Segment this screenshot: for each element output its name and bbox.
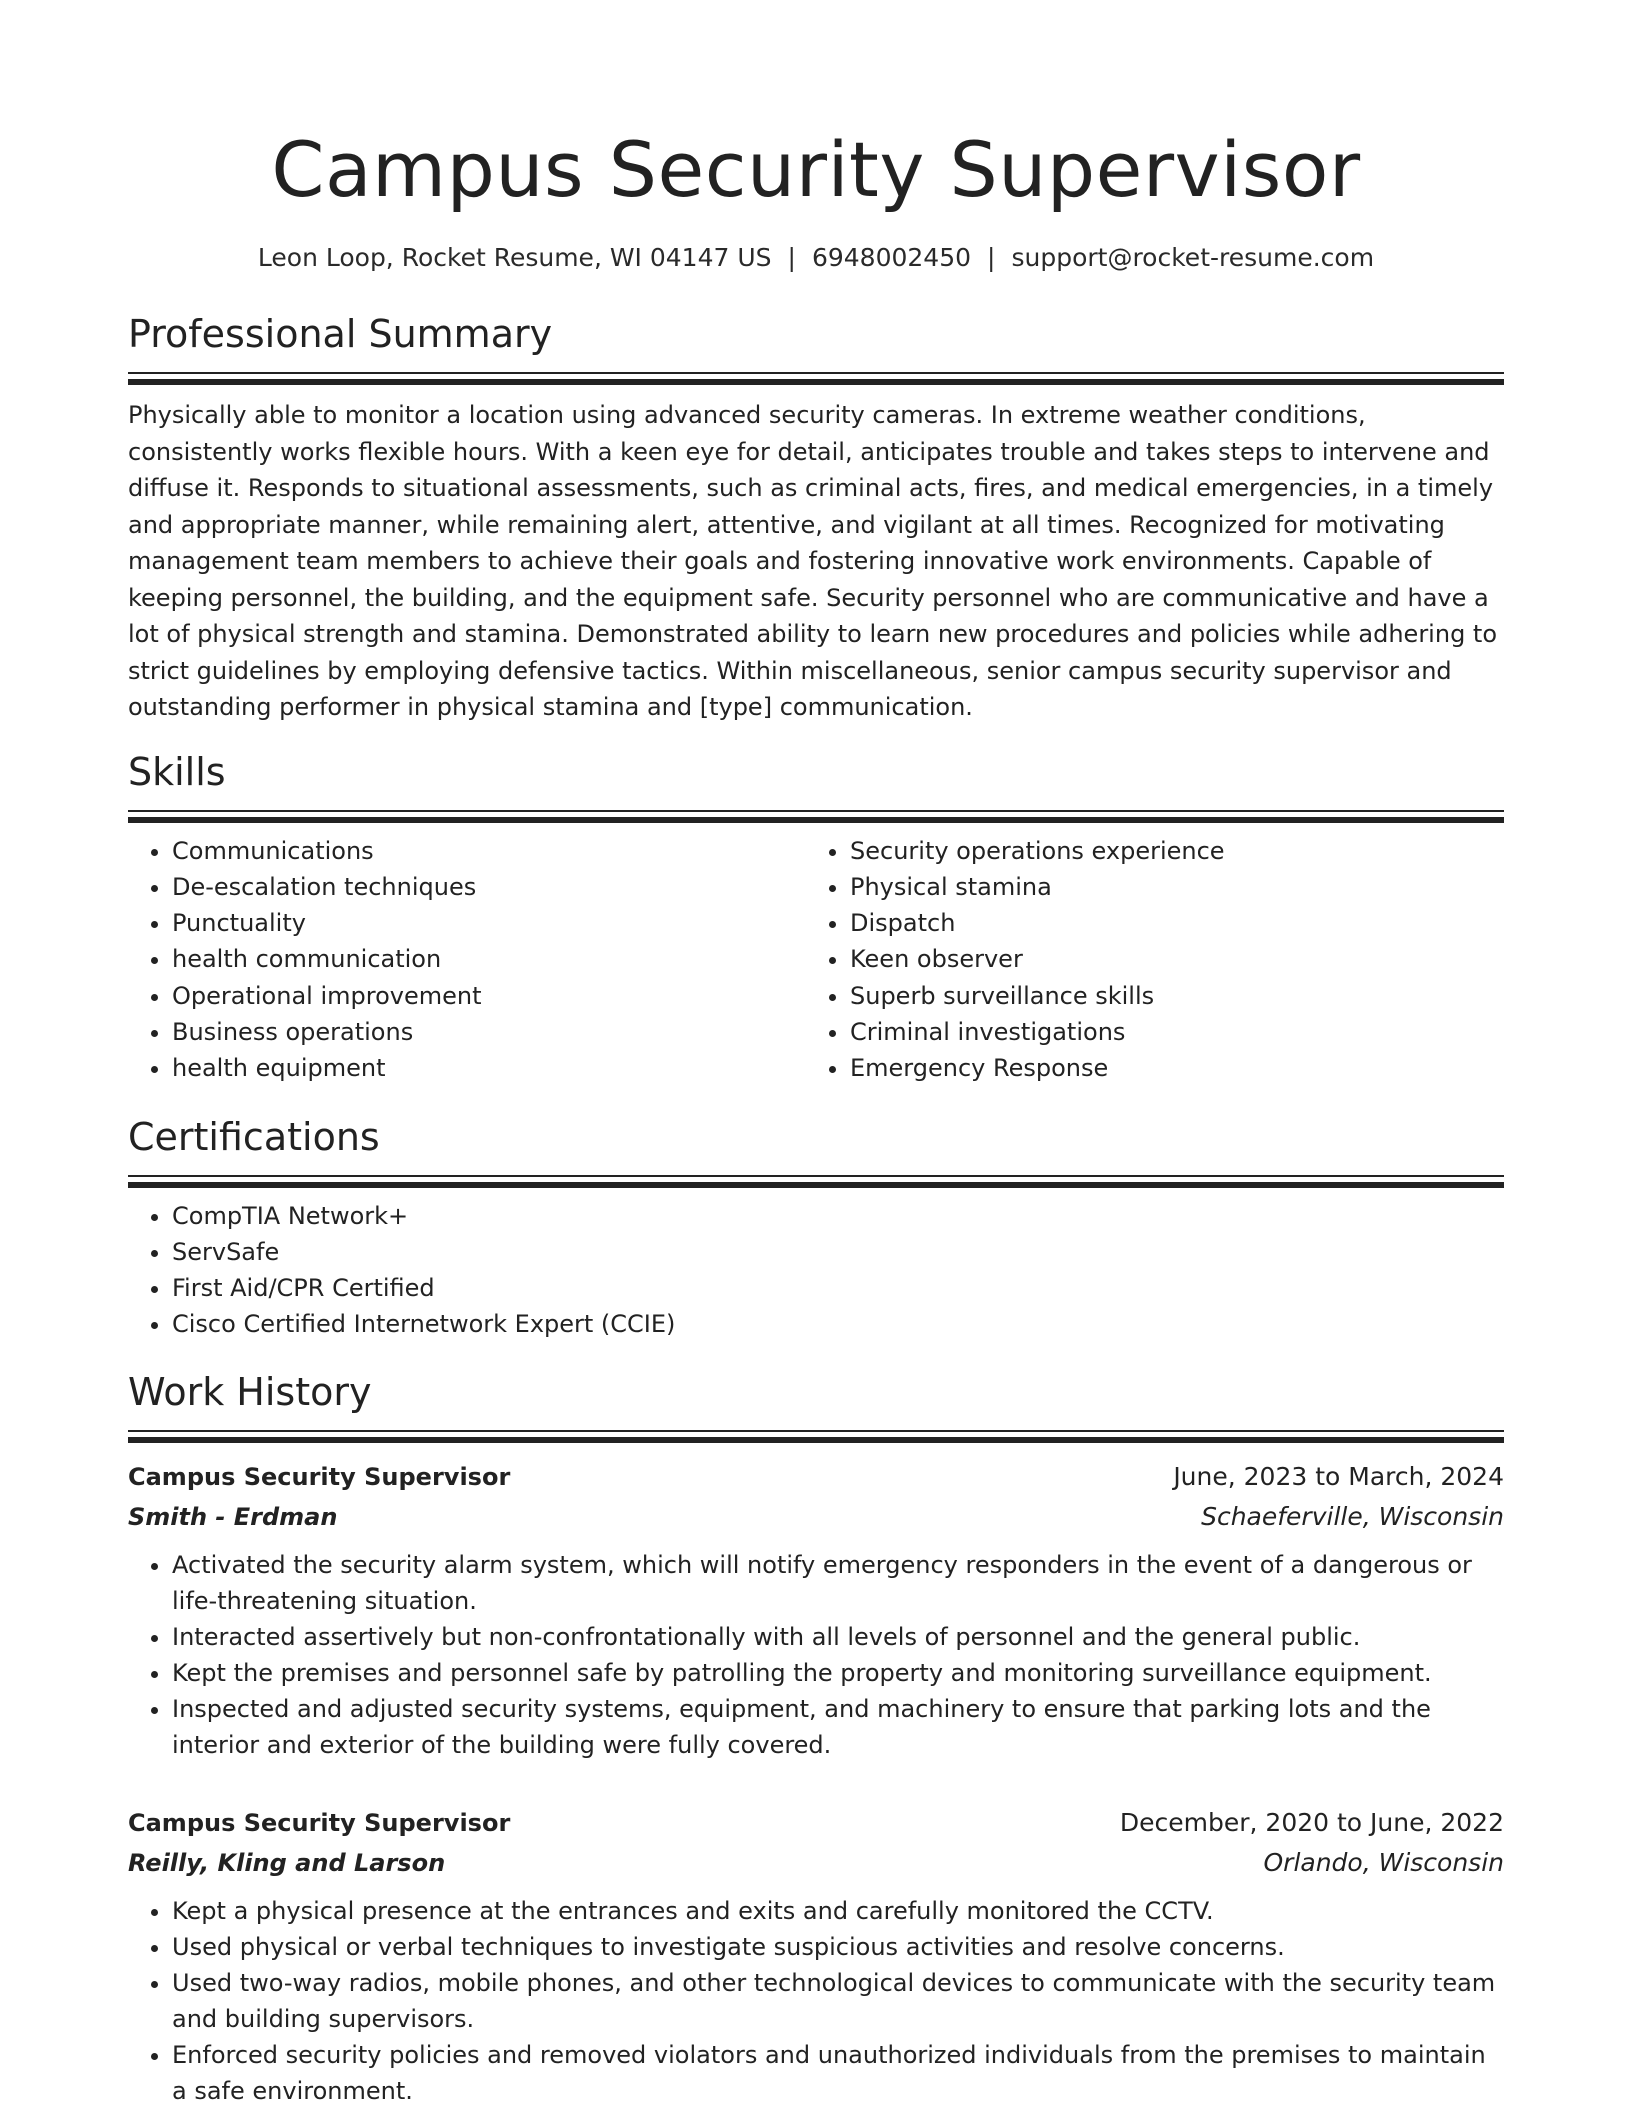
skills-list-right — [806, 833, 1484, 1087]
job-dates: June, 2023 to March, 2024 — [1173, 1461, 1504, 1491]
job-bullet: • Activated the security alarm system, which will notify emergency responders in the event of a dangerous or life-threatening situation. — [172, 1547, 1504, 1619]
job-bullet: • Used two-way radios, mobile phones, and other technological devices to communicate with the security team and building supervisors. — [172, 1965, 1504, 2037]
skill-item: • Business operations — [172, 1014, 806, 1050]
resume-page — [128, 0, 1504, 2109]
skill-item: • Operational improvement — [172, 978, 806, 1014]
job-location: Schaeferville, Wisconsin — [1201, 1501, 1504, 1531]
job-bullet: • Enforced security policies and removed violators and unauthorized individuals from the premises to maintain a safe environment. — [172, 2037, 1504, 2109]
job-bullet: • Kept a physical presence at the entrances and exits and carefully monitored the CCTV. — [172, 1893, 1504, 1929]
summary-text: Physically able to monitor a location using advanced security cameras. In extreme weather conditions, consistently works flexible hours. With a keen eye for detail, anticipates trouble and takes steps to intervene and diffuse it. Responds to situational assessments, such as criminal acts, fires, and medical emergencies, in a timely and appropriate manner, while remaining alert, attentive, and vigilant at all times. Recognized for motivating management team members to achieve their goals and fostering innovative work environments. Capable of keeping personnel, the building, and the equipment safe. Security personnel who are communicative and have a lot of physical strength and stamina. Demonstrated ability to learn new procedures and policies while adhering to strict guidelines by employing defensive tactics. Within miscellaneous, senior campus security supervisor and outstanding performer in physical stamina and [type] communication. — [128, 401, 1498, 721]
certifications-list — [128, 1198, 1504, 1342]
skill-item: • Punctuality — [172, 905, 806, 941]
skill-item: • Criminal investigations — [850, 1014, 1484, 1050]
contact-line — [128, 240, 1504, 276]
section-divider — [128, 810, 1504, 823]
job-header-row — [128, 1803, 1504, 1843]
job-title: Campus Security Supervisor — [128, 1808, 511, 1837]
job-subheader-row — [128, 1843, 1504, 1883]
job-entry — [128, 1457, 1504, 1763]
certification-item: • ServSafe — [172, 1234, 1504, 1270]
resume-title: Campus Security Supervisor — [271, 125, 1361, 214]
skill-item: • Superb surveillance skills — [850, 978, 1484, 1014]
section-heading-certifications: Certifications — [128, 1114, 380, 1159]
contact-separator: | — [987, 243, 996, 272]
job-title: Campus Security Supervisor — [128, 1462, 511, 1491]
job-subheader-row — [128, 1497, 1504, 1537]
skill-item: • health communication — [172, 941, 806, 977]
skill-item: • Keen observer — [850, 941, 1484, 977]
contact-phone: 6948002450 — [811, 243, 972, 272]
job-bullets — [128, 1893, 1504, 2109]
job-dates: December, 2020 to June, 2022 — [1119, 1807, 1504, 1837]
work-history-section — [128, 1368, 1504, 2109]
section-heading-summary: Professional Summary — [128, 312, 553, 356]
skill-item: • Dispatch — [850, 905, 1484, 941]
skill-item: • Physical stamina — [850, 869, 1484, 905]
skills-grid — [128, 833, 1504, 1087]
certification-item: • Cisco Certified Internetwork Expert (CCIE) — [172, 1306, 1504, 1342]
contact-separator: | — [787, 243, 796, 272]
certification-item: • CompTIA Network+ — [172, 1198, 1504, 1234]
section-divider — [128, 372, 1504, 385]
contact-address: Leon Loop, Rocket Resume, WI 04147 US — [257, 243, 772, 272]
job-entry — [128, 1803, 1504, 2109]
job-bullet: • Used physical or verbal techniques to investigate suspicious activities and resolve concerns. — [172, 1929, 1504, 1965]
section-divider — [128, 1430, 1504, 1443]
job-company: Smith - Erdman — [128, 1502, 338, 1531]
section-heading-work-history: Work History — [128, 1369, 372, 1414]
summary-section — [128, 310, 1504, 726]
job-bullet: • Interacted assertively but non-confrontationally with all levels of personnel and the general public. — [172, 1619, 1504, 1655]
skill-item: • De-escalation techniques — [172, 869, 806, 905]
section-heading-skills: Skills — [128, 749, 226, 794]
job-location: Orlando, Wisconsin — [1263, 1847, 1504, 1877]
job-header-row — [128, 1457, 1504, 1497]
skill-item: • Emergency Response — [850, 1050, 1484, 1086]
job-bullet: • Kept the premises and personnel safe by patrolling the property and monitoring surveillance equipment. — [172, 1655, 1504, 1691]
skill-item: • Security operations experience — [850, 833, 1484, 869]
skill-item: • health equipment — [172, 1050, 806, 1086]
skills-section — [128, 748, 1504, 1087]
skill-item: • Communications — [172, 833, 806, 869]
skills-list-left — [128, 833, 806, 1087]
job-company: Reilly, Kling and Larson — [128, 1848, 446, 1877]
section-divider — [128, 1175, 1504, 1188]
certification-item: • First Aid/CPR Certified — [172, 1270, 1504, 1306]
job-bullets — [128, 1547, 1504, 1763]
job-bullet: • Inspected and adjusted security systems, equipment, and machinery to ensure that parking lots and the interior and exterior of the building were fully covered. — [172, 1691, 1504, 1763]
certifications-section — [128, 1113, 1504, 1342]
contact-email: support@rocket-resume.com — [1011, 243, 1375, 272]
